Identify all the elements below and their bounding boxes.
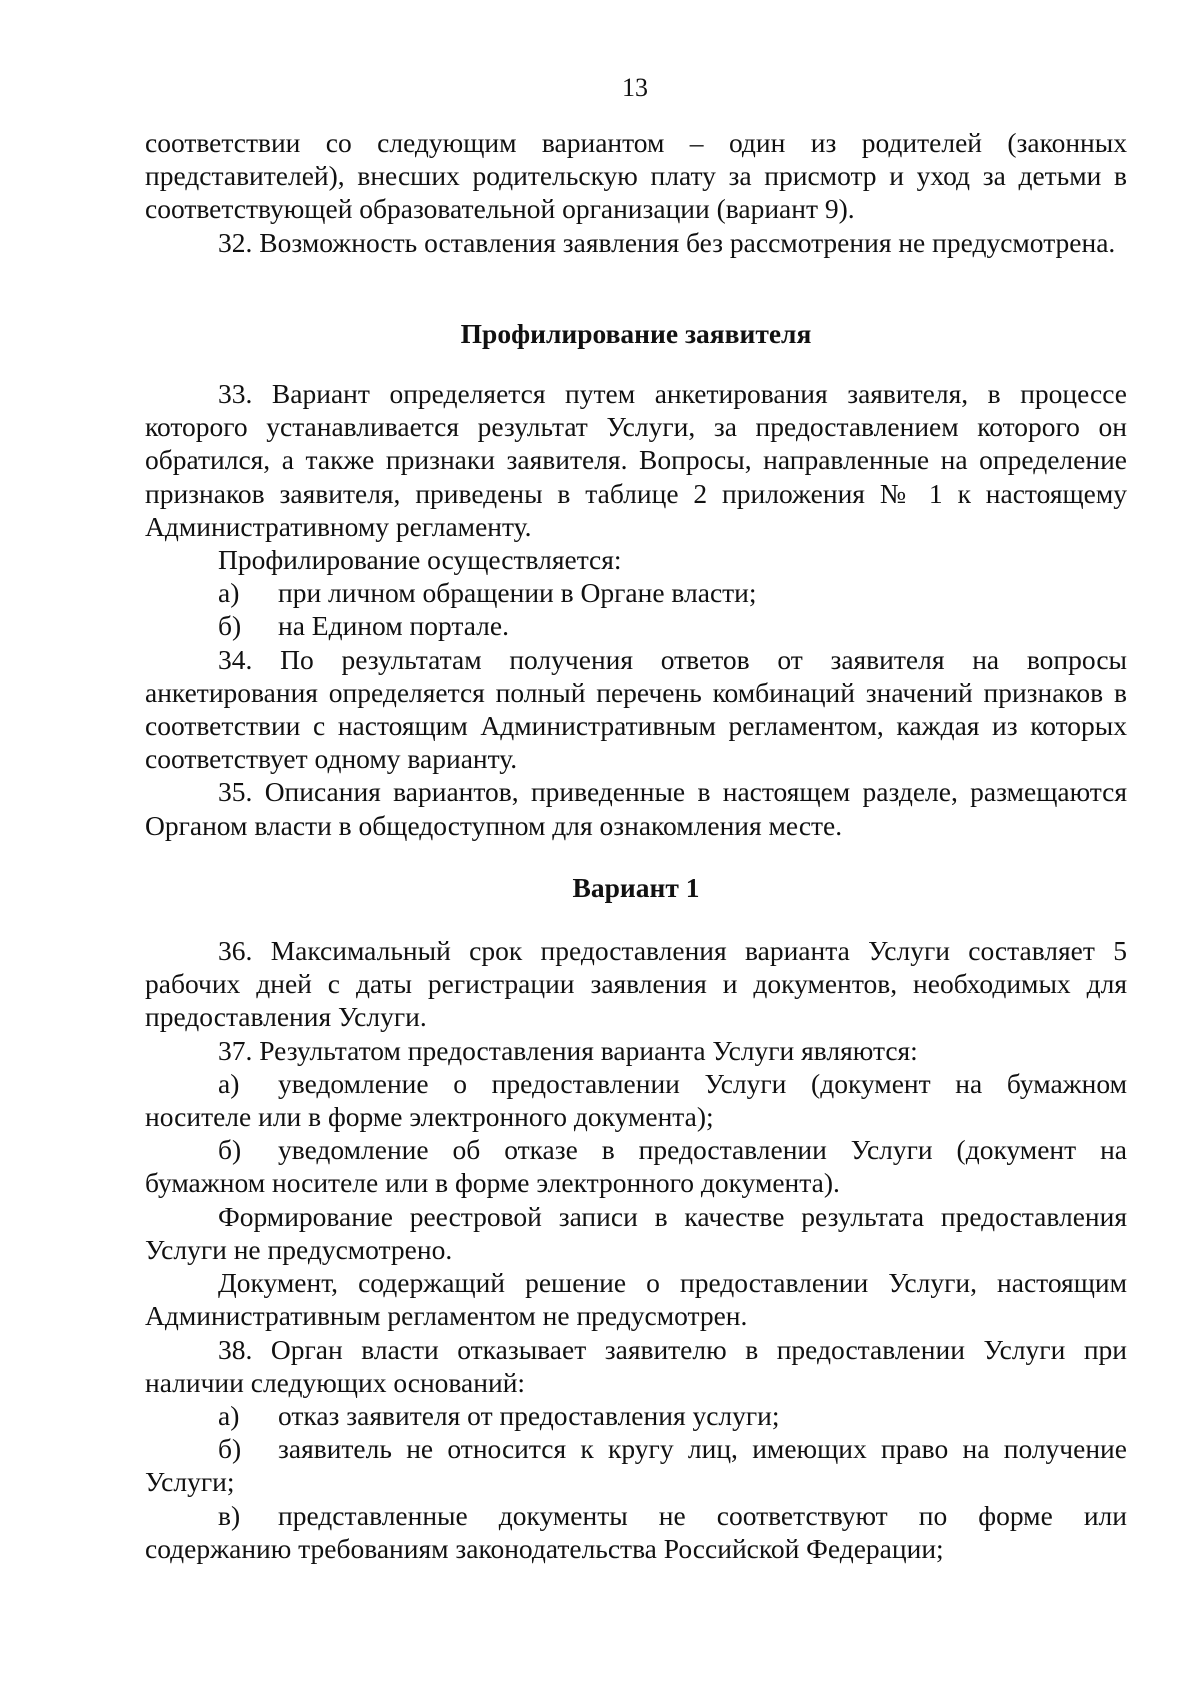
section-heading-variant-1: Вариант 1	[572, 871, 700, 903]
list-marker: а)	[218, 1399, 240, 1431]
list-item	[145, 1133, 1127, 1199]
list-item-text: отказ заявителя от предоставления услуги;	[278, 1399, 780, 1431]
list-item-text: представленные документы не соответствуют по форме или содержанию требованиям законодательства Российской Федерации;	[145, 1499, 1127, 1564]
paragraph-document: Документ, содержащий решение о предоставлении Услуги, настоящим Административным регламентом не предусмотрен.	[145, 1267, 1127, 1332]
list-item-text: уведомление об отказе в предоставлении Услуги (документ на бумажном носителе или в форме электронного документа).	[145, 1134, 1127, 1199]
profiling-intro: Профилирование осуществляется:	[218, 544, 622, 576]
paragraph-34: 34. По результатам получения ответов от заявителя на вопросы анкетирования определяется полный перечень комбинаций значений признаков в соответствии с настоящим Административным регламентом, каждая из которых соответствует одному варианту.	[145, 643, 1127, 775]
list-item-text: заявитель не относится к кругу лиц, имеющих право на получение Услуги;	[145, 1433, 1127, 1498]
list-item-text: на Едином портале.	[278, 610, 509, 642]
list-item	[145, 1067, 1127, 1133]
list-marker: в)	[218, 1499, 241, 1531]
section-heading-profiling: Профилирование заявителя	[460, 317, 812, 349]
paragraph-38: 38. Орган власти отказывает заявителю в предоставлении Услуги при наличии следующих оснований:	[145, 1333, 1127, 1398]
paragraph-continuation: соответствии со следующим вариантом – один из родителей (законных представителей), внесших родительскую плату за присмотр и уход за детьми в соответствующей образовательной организации (вариант 9).	[145, 127, 1127, 225]
list-item	[145, 1499, 1127, 1565]
list-item-text: уведомление о предоставлении Услуги (документ на бумажном носителе или в форме электронного документа);	[145, 1067, 1127, 1133]
list-marker: а)	[218, 577, 240, 609]
page-number: 13	[622, 73, 648, 102]
paragraph-35: 35. Описания вариантов, приведенные в настоящем разделе, размещаются Органом власти в общедоступном для ознакомления месте.	[145, 776, 1127, 841]
list-item	[145, 1432, 1127, 1498]
paragraph-32: 32. Возможность оставления заявления без рассмотрения не предусмотрена.	[218, 226, 1116, 258]
document-body	[145, 126, 1127, 1565]
list-item	[145, 1399, 1127, 1432]
list-item	[145, 576, 1127, 609]
list-item-text: при личном обращении в Органе власти;	[278, 577, 757, 609]
paragraph-36: 36. Максимальный срок предоставления варианта Услуги составляет 5 рабочих дней с даты регистрации заявления и документов, необходимых для предоставления Услуги.	[145, 935, 1127, 1033]
list-marker: а)	[218, 1067, 240, 1099]
paragraph-37: 37. Результатом предоставления варианта Услуги являются:	[218, 1034, 918, 1066]
list-marker: б)	[218, 1134, 242, 1166]
list-item	[145, 609, 1127, 642]
list-marker: б)	[218, 610, 242, 642]
paragraph-registry: Формирование реестровой записи в качестве результата предоставления Услуги не предусмотрено.	[145, 1200, 1127, 1265]
paragraph-33: 33. Вариант определяется путем анкетирования заявителя, в процессе которого устанавливается результат Услуги, за предоставлением которого он обратился, а также признаки заявителя. Вопросы, направленные на определение признаков заявителя, приведены в таблице 2 приложения № 1 к настоящему Административному регламенту.	[145, 378, 1127, 542]
list-marker: б)	[218, 1433, 242, 1465]
